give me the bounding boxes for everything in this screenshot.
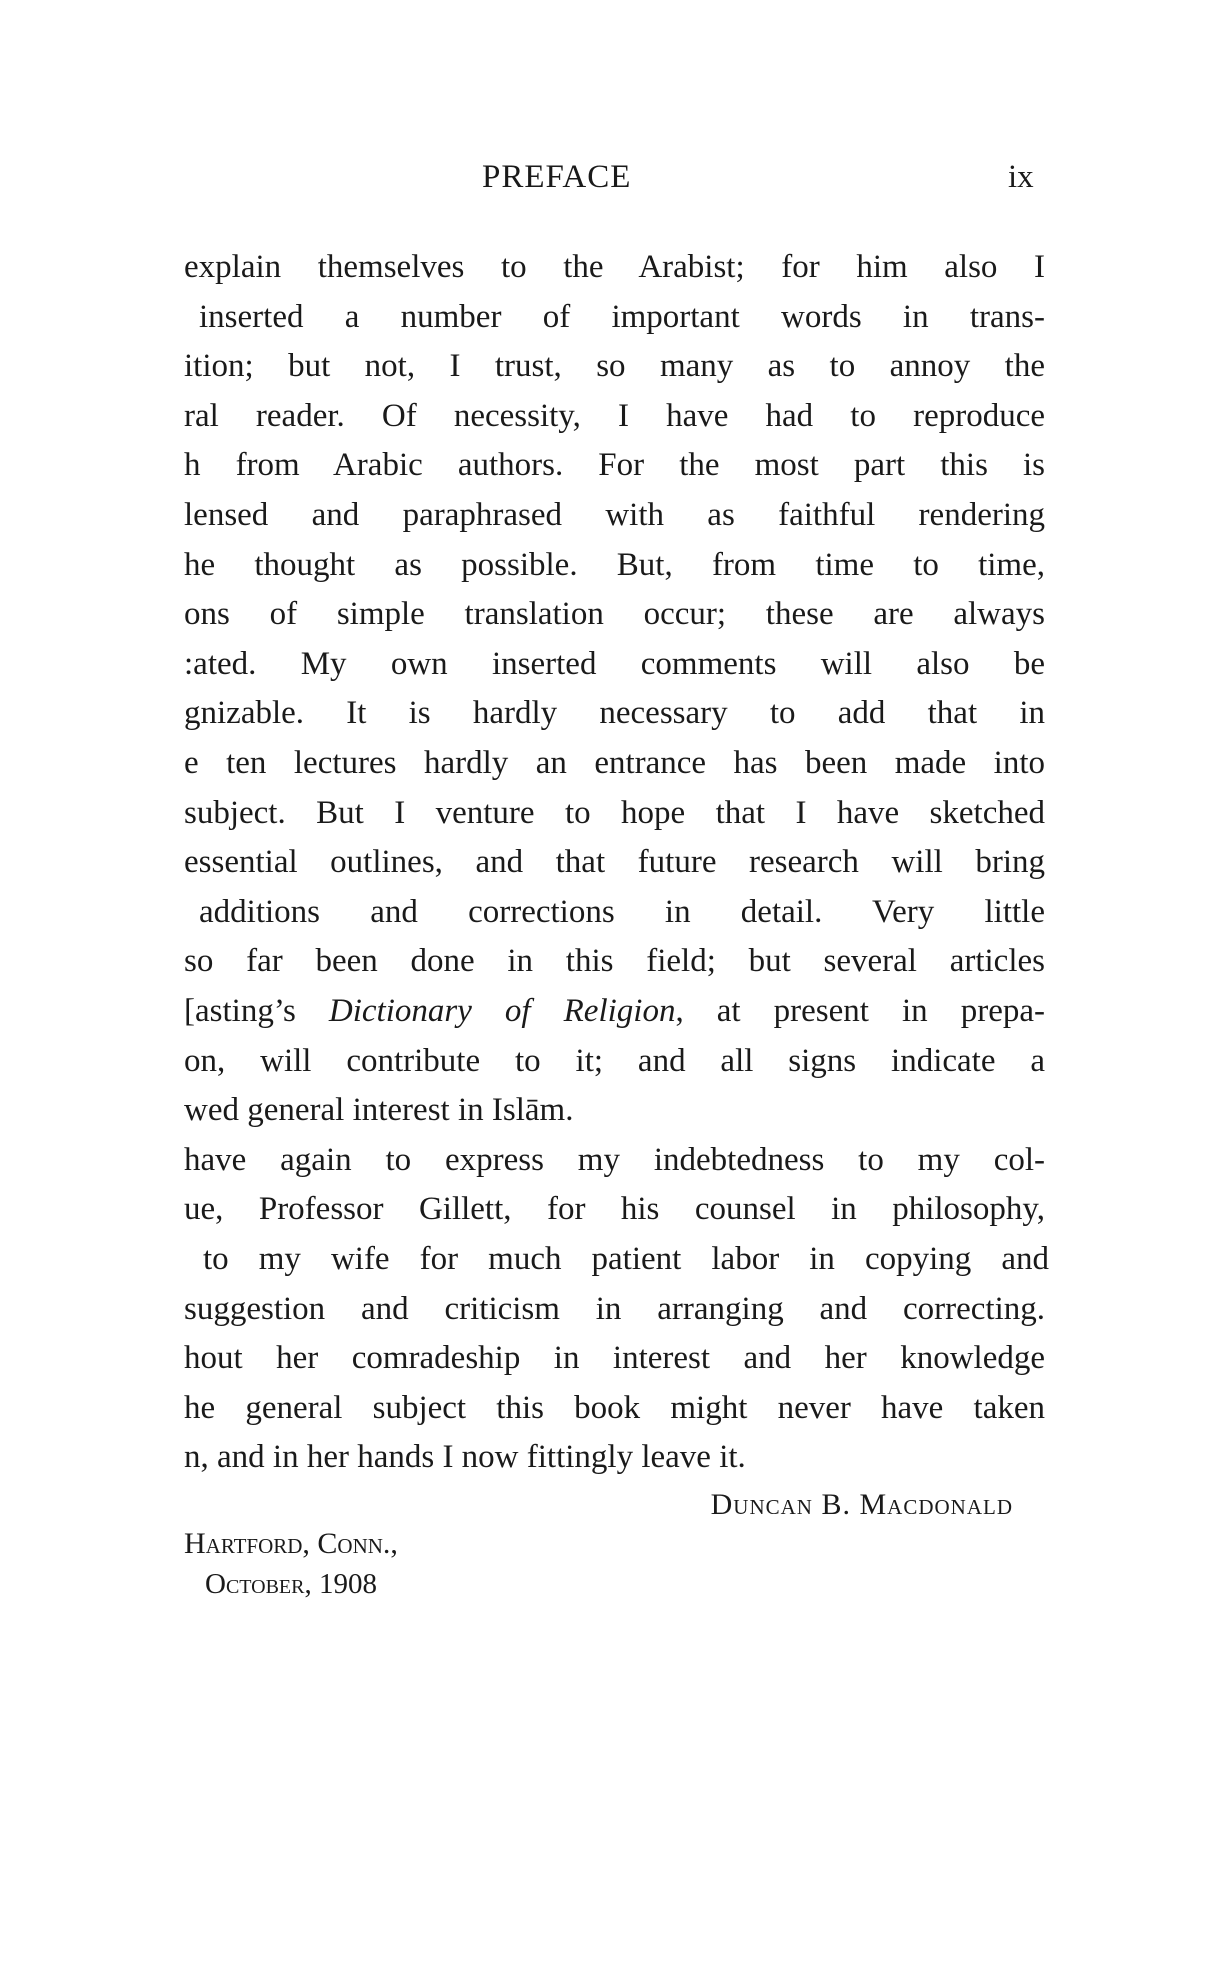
text-segment: [asting’s (184, 993, 329, 1029)
author-signature: Duncan B. Macdonald (710, 1488, 1013, 1521)
text-line: e ten lectures hardly an entrance has been made into (184, 745, 1045, 781)
text-line: hout her comradeship in interest and her knowledge (184, 1340, 1045, 1377)
text-line: inserted a number of important words in trans- (199, 298, 1045, 335)
text-line: he general subject this book might never have taken (184, 1389, 1045, 1426)
text-line: gnizable. It is hardly necessary to add that in (184, 695, 1045, 732)
text-line: h from Arabic authors. For the most part this is (184, 447, 1045, 484)
text-line: wed general interest in Islām. (184, 1092, 574, 1129)
text-line: ral reader. Of necessity, I have had to reproduce (184, 397, 1045, 434)
text-line: to my wife for much patient labor in copying and (203, 1241, 1049, 1277)
text-line: subject. But I venture to hope that I have sketched (184, 794, 1045, 831)
text-segment: , at present in prepa- (675, 993, 1046, 1029)
text-line: :ated. My own inserted comments will also be (184, 645, 1045, 682)
text-line: ue, Professor Gillett, for his counsel in philosophy, (184, 1191, 1045, 1228)
italic-title: Dictionary of Religion (328, 993, 676, 1029)
text-line: explain themselves to the Arabist; for him also I (184, 249, 1045, 285)
text-line: essential outlines, and that future research will bring (184, 844, 1045, 881)
text-line: additions and corrections in detail. Very little (199, 893, 1045, 930)
text-line: on, will contribute to it; and all signs indicate a (184, 1042, 1045, 1079)
text-line: lensed and paraphrased with as faithful rendering (184, 497, 1045, 533)
text-line: he thought as possible. But, from time to time, (184, 546, 1045, 583)
text-line: have again to express my indebtedness to my col- (184, 1141, 1045, 1178)
text-line: ons of simple translation occur; these are always (184, 596, 1045, 633)
text-line: ition; but not, I trust, so many as to annoy the (184, 348, 1045, 385)
place-line: Hartford, Conn., (184, 1527, 398, 1560)
running-header-title: PREFACE (482, 159, 632, 195)
date-line: October, 1908 (205, 1568, 377, 1600)
text-line: suggestion and criticism in arranging and correcting. (184, 1290, 1045, 1327)
text-line: so far been done in this field; but several articles (184, 943, 1045, 980)
text-line: n, and in her hands I now fittingly leave it. (184, 1439, 746, 1476)
text-line (184, 991, 1045, 1031)
page-number: ix (1008, 159, 1034, 195)
